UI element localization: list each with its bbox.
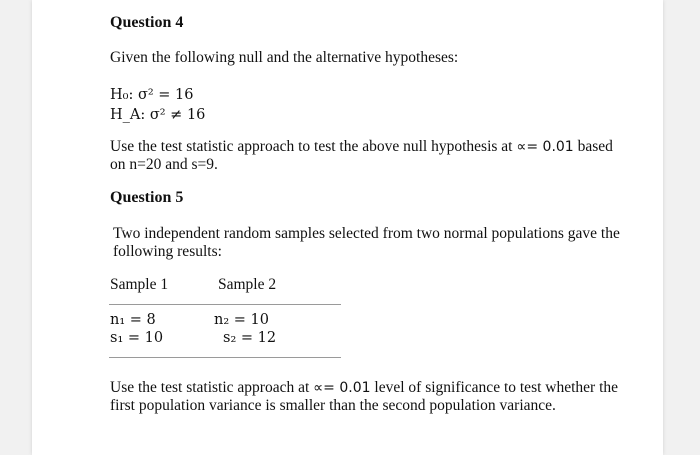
table-top-rule (109, 304, 341, 305)
question-4-alpha: ∝= 0.01 (516, 139, 574, 155)
question-4-body-text-a: Use the test statistic approach to test the above null hypothesis at (110, 138, 513, 155)
sample-1-s: s₁ = 10 (110, 330, 164, 346)
table-bottom-rule (109, 357, 341, 358)
question-4-title: Question 4 (110, 14, 184, 31)
alternative-hypothesis: H_A: σ² ≠ 16 (110, 107, 206, 123)
sample-2-s: s₂ = 12 (223, 330, 277, 346)
question-5-intro-line1: Two independent random samples selected from two normal populations gave the (113, 225, 620, 242)
sample-1-n: n₁ = 8 (110, 312, 156, 328)
table-header-sample-2: Sample 2 (218, 276, 277, 293)
question-4-body-line2: on n=20 and s=9. (110, 156, 218, 173)
question-5-closing-text-a: Use the test statistic approach at (110, 379, 310, 396)
null-hypothesis: H₀: σ² = 16 (110, 87, 194, 103)
question-4-body-line1 (110, 138, 613, 156)
question-4-intro: Given the following null and the alternative hypotheses: (110, 49, 459, 66)
question-5-intro-line2: following results: (113, 243, 222, 260)
question-4-body-text-b: based (577, 138, 613, 155)
question-5-closing-line2: first population variance is smaller than the second population variance. (110, 397, 556, 414)
question-5-closing-line1 (110, 379, 618, 397)
question-5-alpha: ∝= 0.01 (313, 380, 371, 396)
question-5-title: Question 5 (110, 189, 184, 206)
document-page (32, 0, 663, 455)
sample-2-n: n₂ = 10 (214, 312, 269, 328)
question-5-closing-text-b: level of significance to test whether the (374, 379, 619, 396)
table-header-sample-1: Sample 1 (110, 276, 169, 293)
